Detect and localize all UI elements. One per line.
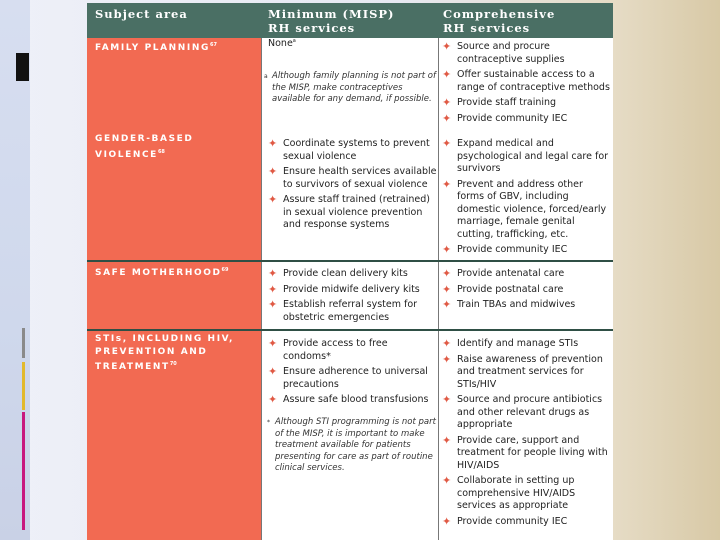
list-item xyxy=(441,244,611,257)
list-item xyxy=(441,475,611,513)
table-header xyxy=(87,3,613,38)
rh-services-table xyxy=(87,3,613,540)
list-item xyxy=(267,338,437,363)
left-accent-bar-yellow xyxy=(22,362,25,410)
bullet-icon: ✦ xyxy=(268,337,278,350)
list-item xyxy=(267,366,437,391)
header-misp xyxy=(268,7,394,35)
list-item xyxy=(441,113,611,126)
bullet-icon: ✦ xyxy=(442,298,452,311)
subject-column-background xyxy=(87,38,261,540)
bullet-icon: ✦ xyxy=(442,267,452,280)
row-divider-1 xyxy=(87,260,613,262)
list-item xyxy=(267,268,437,281)
list-item-text: Provide community IEC xyxy=(457,244,568,255)
list-item xyxy=(441,516,611,529)
header-misp-line1: Minimum (MISP) xyxy=(268,7,395,21)
subject-gender-based-violence: GENDER-BASED VIOLENCE$^{68}$ xyxy=(95,134,194,160)
bullet-icon: ✦ xyxy=(442,433,452,447)
list-item-text: Provide staff training xyxy=(457,97,557,108)
bullet-icon: ✦ xyxy=(442,514,452,528)
bullet-icon: ✦ xyxy=(268,365,278,378)
bullet-icon: ✦ xyxy=(442,282,452,296)
list-item-text: Assure staff trained (retrained) in sexual violence prevention and response systems xyxy=(283,194,430,230)
list-item-text: Provide midwife delivery kits xyxy=(283,283,420,295)
list-item-text: Provide clean delivery kits xyxy=(283,268,408,279)
list-item xyxy=(441,435,611,473)
bullet-icon: ✦ xyxy=(442,96,452,109)
list-item-text: Coordinate systems to prevent sexual violence xyxy=(283,138,430,162)
list-item-text: Source and procure contraceptive supplies xyxy=(457,41,565,65)
list-item xyxy=(441,97,611,110)
list-item xyxy=(441,268,611,281)
list-item-text: Provide access to free condoms* xyxy=(283,338,388,362)
list-item-text: Assure safe blood transfusions xyxy=(283,394,429,405)
list-item xyxy=(441,284,611,297)
bullet-icon: ✦ xyxy=(268,193,278,206)
list-item-text: Identify and manage STIs xyxy=(457,338,579,349)
list-item-text: Provide community IEC xyxy=(457,112,568,124)
note-family-planning: a Although family planning is not part of the MISP, make contraceptives available for any demand, if possible. xyxy=(264,71,436,104)
subject-family-planning: FAMILY PLANNING$^{67}$ xyxy=(95,42,217,53)
header-comp-line2: RH services xyxy=(443,21,531,35)
bullet-icon: ✦ xyxy=(268,137,278,150)
black-square-marker xyxy=(16,53,29,81)
header-misp-line2: RH services xyxy=(268,21,356,35)
list-item-text: Train TBAs and midwives xyxy=(457,299,576,310)
list-item-text: Collaborate in setting up comprehensive HIV/AIDS services as appropriate xyxy=(457,475,576,511)
bullet-icon: ✦ xyxy=(442,137,452,150)
list-item xyxy=(441,338,611,351)
bullet-icon: ✦ xyxy=(442,68,452,81)
header-comprehensive xyxy=(443,7,555,35)
list-item-text: Establish referral system for obstetric emergencies xyxy=(283,299,418,323)
bullet-icon: ✦ xyxy=(268,267,278,280)
list-item-text: Offer sustainable access to a range of contraceptive methods xyxy=(457,69,610,93)
subject-safe-motherhood: SAFE MOTHERHOOD$^{69}$ xyxy=(95,267,229,278)
list-item-text: Ensure adherence to universal precautions xyxy=(283,366,428,390)
bullet-icon: ✦ xyxy=(442,111,452,125)
list-item xyxy=(441,41,611,66)
bullet-icon: ✦ xyxy=(268,298,278,311)
bullet-icon: ✦ xyxy=(442,177,452,191)
header-subject-area: Subject area xyxy=(95,7,188,21)
list-item xyxy=(267,138,437,163)
list-item xyxy=(267,394,437,407)
comp-list-family-planning xyxy=(441,41,611,128)
column-divider-1 xyxy=(261,38,262,540)
bullet-icon: ✦ xyxy=(442,243,452,256)
bullet-icon: ✦ xyxy=(442,337,452,350)
list-item-text: Raise awareness of prevention and treatment services for STIs/HIV xyxy=(457,353,603,390)
bullet-icon: ✦ xyxy=(442,474,452,487)
misp-list-safe-motherhood xyxy=(267,268,437,327)
comp-list-stis-hiv xyxy=(441,338,611,531)
list-item xyxy=(267,166,437,191)
list-item-text: Provide antenatal care xyxy=(457,268,565,279)
list-item xyxy=(267,194,437,232)
list-item xyxy=(441,69,611,94)
list-item-text: Ensure health services available to survivors of sexual violence xyxy=(283,166,437,190)
bullet-icon: ✦ xyxy=(268,282,278,296)
list-item xyxy=(441,354,611,392)
left-accent-bar-gray xyxy=(22,328,25,358)
list-item-text: Provide postnatal care xyxy=(457,283,564,295)
left-decoration-panel xyxy=(0,0,30,540)
list-item-text: Source and procure antibiotics and other relevant drugs as appropriate xyxy=(457,394,603,430)
bullet-icon: ✦ xyxy=(442,393,452,406)
left-accent-bar-magenta xyxy=(22,412,25,530)
bullet-icon: ✦ xyxy=(268,165,278,178)
list-item xyxy=(441,138,611,176)
bullet-icon: ✦ xyxy=(268,393,278,406)
list-item xyxy=(267,284,437,297)
misp-list-gender-based-violence xyxy=(267,138,437,235)
list-item-text: Provide care, support and treatment for people living with HIV/AIDS xyxy=(457,434,608,471)
list-item xyxy=(441,299,611,312)
misp-list-stis-hiv xyxy=(267,338,437,410)
header-comp-line1: Comprehensive xyxy=(443,7,556,21)
list-item-text: Prevent and address other forms of GBV, including domestic violence, forced/early marriage, female genital cutting, trafficking, etc. xyxy=(457,178,607,240)
list-item-text: Expand medical and psychological and legal care for survivors xyxy=(457,138,609,174)
comp-list-gender-based-violence xyxy=(441,138,611,260)
note-stis-hiv: * Although STI programming is not part of the MISP, it is important to make treatment available for patients presenting for care as part of routine clinical services. xyxy=(267,417,436,473)
bullet-icon: ✦ xyxy=(442,40,452,53)
row-divider-2 xyxy=(87,329,613,331)
list-item xyxy=(441,394,611,432)
comp-list-safe-motherhood xyxy=(441,268,611,315)
bullet-icon: ✦ xyxy=(442,352,452,366)
list-item xyxy=(267,299,437,324)
subject-stis-hiv: STIs, INCLUDING HIV, PREVENTION AND TREATMENT$^{70}$ xyxy=(95,334,235,372)
misp-none-family-planning: None$^a$ xyxy=(268,38,296,50)
list-item-text: Provide community IEC xyxy=(457,515,568,527)
list-item xyxy=(441,179,611,242)
